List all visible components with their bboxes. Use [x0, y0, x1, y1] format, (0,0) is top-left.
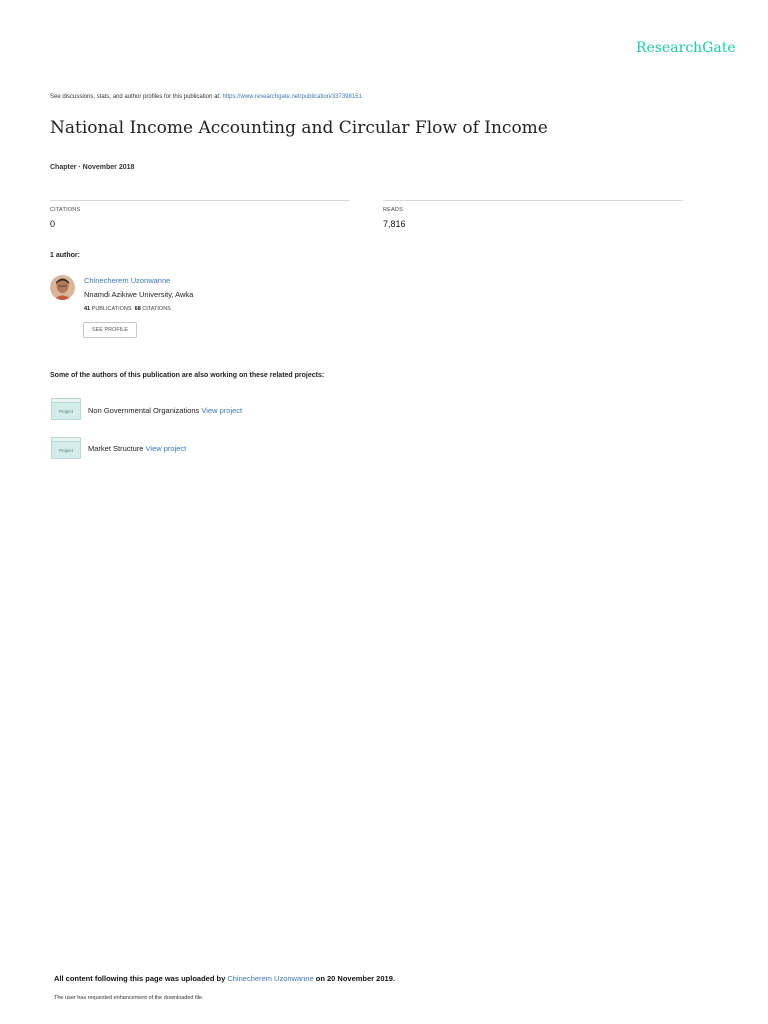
project-name: Non Governmental Organizations	[88, 406, 200, 415]
project-name: Market Structure	[88, 444, 144, 453]
authors-heading: 1 author:	[50, 252, 80, 259]
project-icon-label: Project	[51, 402, 81, 420]
project-item	[88, 406, 242, 415]
enhancement-note: The user has requested enhancement of the downloaded file.	[54, 995, 204, 1001]
project-icon-label: Project	[51, 441, 81, 459]
reads-label: READS	[383, 207, 403, 213]
chapter-date: Chapter · November 2018	[50, 164, 135, 171]
author-citations-label: CITATIONS	[142, 306, 171, 312]
author-name-link[interactable]: Chinecherem Uzonwanne	[84, 276, 171, 285]
discussion-prefix: See discussions, stats, and author profiles for this publication at:	[50, 94, 223, 100]
upload-info	[54, 974, 395, 983]
related-projects-heading: Some of the authors of this publication are also working on these related projects:	[50, 372, 325, 379]
avatar[interactable]	[50, 275, 75, 300]
publication-url-link[interactable]: https://www.researchgate.net/publication/337398151	[222, 94, 362, 100]
upload-prefix: All content following this page was uploaded by	[54, 974, 228, 983]
page-title: National Income Accounting and Circular Flow of Income	[50, 118, 548, 138]
discussion-line	[50, 94, 362, 100]
author-institution: Nnamdi Azikiwe University, Awka	[84, 290, 194, 299]
researchgate-logo[interactable]: ResearchGate	[636, 40, 736, 56]
publications-count: 41	[84, 306, 91, 312]
project-item	[88, 444, 186, 453]
project-folder-icon	[51, 398, 81, 420]
author-citations-count: 68	[134, 306, 141, 312]
publications-label: PUBLICATIONS	[91, 306, 132, 312]
citations-label: CITATIONS	[50, 207, 81, 213]
upload-suffix: on 20 November 2019.	[313, 974, 395, 983]
view-project-link[interactable]: View project	[201, 406, 243, 415]
citations-value: 0	[50, 219, 56, 229]
view-project-link[interactable]: View project	[145, 444, 187, 453]
reads-value: 7,816	[383, 219, 406, 229]
author-stats	[84, 306, 171, 312]
project-folder-icon	[51, 437, 81, 459]
citations-divider	[50, 200, 350, 201]
uploader-link[interactable]: Chinecherem Uzonwanne	[227, 974, 314, 983]
reads-divider	[383, 200, 683, 201]
see-profile-button[interactable]: SEE PROFILE	[83, 322, 137, 338]
